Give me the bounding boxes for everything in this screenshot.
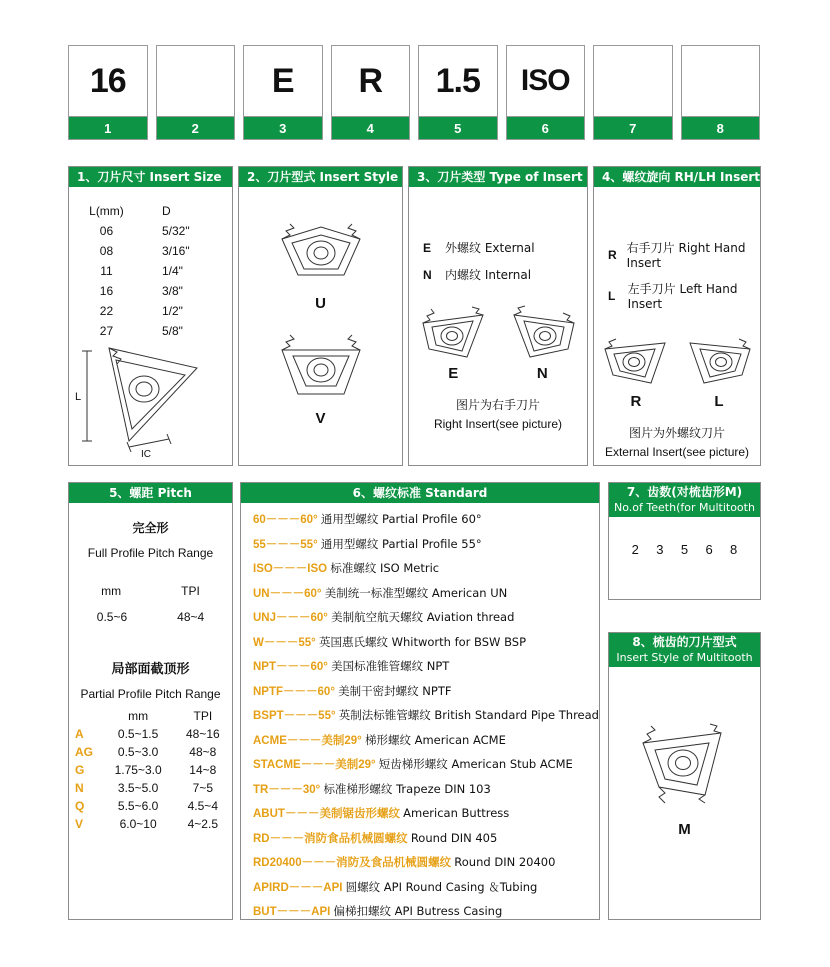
pitch-header-row xyxy=(69,707,232,725)
pitch-partial-en: Partial Profile Pitch Range xyxy=(80,687,221,701)
hand-fig-label-r: R xyxy=(630,393,642,410)
cell-l: 06 xyxy=(99,224,114,238)
insert-v-svg xyxy=(266,328,376,408)
hand-item-right xyxy=(608,239,760,270)
table-row xyxy=(69,241,232,261)
pitch-mm: 0.5~3.0 xyxy=(117,745,159,759)
panel-multitooth-body xyxy=(609,719,760,838)
standard-desc: 通用型螺纹 Partial Profile 60° xyxy=(320,512,482,526)
standard-code: UNJ－－－60° xyxy=(253,612,328,624)
standard-desc: 英制法标锥管螺纹 British Standard Pipe Thread xyxy=(338,708,599,722)
pitch-code: Q xyxy=(75,799,85,813)
pitch-table xyxy=(69,707,232,833)
standard-code: RD20400－－－消防及食品机械圆螺纹 xyxy=(253,857,452,869)
insert-multitooth-svg xyxy=(629,719,741,811)
standard-code: ISO－－－ISO xyxy=(253,563,328,575)
panel-no-of-teeth xyxy=(608,482,761,600)
standard-desc: American Buttress xyxy=(403,806,510,820)
hand-key-l: L xyxy=(608,288,616,303)
code-index-1: 1 xyxy=(69,116,147,139)
standard-desc: 标准梯形螺纹 Trapeze DIN 103 xyxy=(323,781,491,796)
standard-row xyxy=(253,756,599,772)
table-row xyxy=(69,261,232,281)
pitch-full-tpi: 48~4 xyxy=(177,610,205,624)
cell-d: 5/8" xyxy=(161,324,183,338)
code-index-3: 3 xyxy=(244,116,322,139)
hand-text-r: 右手刀片 Right Hand Insert xyxy=(626,241,746,270)
standard-desc: 偏梯扣螺纹 API Butress Casing xyxy=(333,904,503,918)
cell-l: 08 xyxy=(99,244,114,258)
pitch-full-mm: 0.5~6 xyxy=(96,610,128,624)
pitch-full-headers xyxy=(69,584,232,598)
type-key-e: E xyxy=(423,240,432,255)
type-item-internal xyxy=(423,266,587,283)
table-row xyxy=(69,301,232,321)
standard-code: W－－－55° xyxy=(253,636,316,649)
cell-d: 3/16" xyxy=(161,244,190,258)
standard-row xyxy=(253,707,599,723)
panel-insert-size xyxy=(68,166,233,466)
pitch-mm: 6.0~10 xyxy=(119,817,157,831)
code-bar xyxy=(68,45,760,140)
pitch-full-cn: 完全形 xyxy=(132,521,169,535)
code-cell-2 xyxy=(156,45,236,140)
code-value-4: R xyxy=(332,46,410,116)
standard-row xyxy=(253,805,599,821)
panel-multitooth-style xyxy=(608,632,761,920)
standard-desc: Round DIN 20400 xyxy=(454,855,556,869)
type-item-external xyxy=(423,239,587,256)
cell-l: 11 xyxy=(100,264,113,278)
code-value-8 xyxy=(682,46,760,116)
pitch-tpi: 48~16 xyxy=(185,727,220,741)
teeth-value: 6 xyxy=(705,541,713,557)
standard-desc: 美制干密封螺纹 NPTF xyxy=(338,683,452,698)
pitch-tpi: 4.5~4 xyxy=(187,799,218,813)
code-cell-4 xyxy=(331,45,411,140)
type-fig-label-n: N xyxy=(536,365,548,382)
code-cell-8 xyxy=(681,45,761,140)
standard-row xyxy=(253,683,599,699)
panel-thread-standard-body xyxy=(253,511,599,919)
code-value-7 xyxy=(594,46,672,116)
standard-code: 60－－－60° xyxy=(253,514,318,526)
hand-item-left xyxy=(608,280,760,311)
insert-right-hand-svg xyxy=(599,329,673,393)
hand-figure-labels xyxy=(594,393,760,410)
panel-multitooth-title-en: Insert Style of Multitooth xyxy=(616,651,753,664)
code-value-2 xyxy=(157,46,235,116)
panel-thread-standard-title: 6、螺纹标准 Standard xyxy=(241,483,599,503)
code-cell-3 xyxy=(243,45,323,140)
code-value-5: 1.5 xyxy=(419,46,497,116)
table-row xyxy=(69,221,232,241)
panel-no-of-teeth-head xyxy=(609,483,760,530)
standard-code: RD－－－消防食品机械圆螺纹 xyxy=(253,832,408,845)
hand-note-en: External Insert(see picture) xyxy=(604,445,750,459)
pitch-full-values xyxy=(69,610,232,624)
standard-code: ABUT－－－美制锯齿形螺纹 xyxy=(253,808,400,820)
teeth-values xyxy=(609,517,760,581)
panel-insert-style-title: 2、刀片型式 Insert Style xyxy=(239,167,402,187)
teeth-value: 8 xyxy=(730,541,738,557)
type-text-e: 外螺纹 External xyxy=(445,241,535,255)
standard-desc: 标准螺纹 ISO Metric xyxy=(330,561,440,575)
panel-type-of-insert-body xyxy=(409,239,587,431)
type-figure-labels xyxy=(409,365,587,382)
code-index-4: 4 xyxy=(332,116,410,139)
standard-desc: 梯形螺纹 American ACME xyxy=(364,732,506,747)
pitch-code: N xyxy=(75,781,84,795)
panel-insert-size-title: 1、刀片尺寸 Insert Size xyxy=(69,167,232,187)
pitch-head-tpi: TPI xyxy=(193,709,213,723)
panel-type-of-insert xyxy=(408,166,588,466)
type-text-n: 内螺纹 Internal xyxy=(445,268,532,282)
standard-row xyxy=(253,585,599,601)
type-figures xyxy=(409,301,587,365)
code-value-3: E xyxy=(244,46,322,116)
code-cell-7 xyxy=(593,45,673,140)
table-row xyxy=(69,815,232,833)
code-index-8: 8 xyxy=(682,116,760,139)
insert-dimension-drawing xyxy=(69,323,232,463)
insert-style-u-figure xyxy=(239,213,402,293)
standard-desc: 英国惠氏螺纹 Whitworth for BSW BSP xyxy=(318,634,526,649)
pitch-tpi: 48~8 xyxy=(189,745,217,759)
panel-insert-style-body xyxy=(239,213,402,427)
cell-l: 27 xyxy=(99,324,114,338)
standard-row xyxy=(253,854,599,870)
code-value-6: ISO xyxy=(507,46,585,116)
cell-l: 16 xyxy=(99,284,114,298)
standard-code: STACME－－－美制29° xyxy=(253,759,376,771)
panel-no-of-teeth-body xyxy=(609,517,760,581)
standard-row xyxy=(253,879,599,895)
pitch-mm: 0.5~1.5 xyxy=(117,727,159,741)
hand-fig-label-l: L xyxy=(714,393,724,410)
standard-code: NPT－－－60° xyxy=(253,661,328,673)
standard-desc: 美制统一标准型螺纹 American UN xyxy=(324,585,508,600)
code-cell-6 xyxy=(506,45,586,140)
panel-multitooth-head xyxy=(609,633,760,667)
hand-text-l: 左手刀片 Left Hand Insert xyxy=(627,282,738,311)
panel-no-of-teeth-title-cn: 7、齿数(对梳齿形M) xyxy=(626,485,743,499)
hand-key-r: R xyxy=(608,247,617,262)
insert-style-v-figure xyxy=(239,328,402,408)
type-fig-label-e: E xyxy=(448,365,459,382)
pitch-head-code xyxy=(69,707,103,725)
multitooth-figure xyxy=(609,719,760,811)
cell-d: 3/8" xyxy=(161,284,183,298)
code-index-6: 6 xyxy=(507,116,585,139)
pitch-mm: 5.5~6.0 xyxy=(117,799,159,813)
panel-pitch-body xyxy=(69,519,232,833)
pitch-code: A xyxy=(75,727,84,741)
col-header-d: D xyxy=(161,204,171,218)
table-row xyxy=(69,743,232,761)
type-note-cn: 图片为右手刀片 xyxy=(455,398,540,412)
insert-left-hand-svg xyxy=(682,329,756,393)
dim-label-ic: IC xyxy=(141,449,151,460)
table-row xyxy=(69,797,232,815)
code-index-7: 7 xyxy=(594,116,672,139)
panel-no-of-teeth-title-en: No.of Teeth(for Multitooth Style) xyxy=(614,501,755,530)
pitch-head-mm: mm xyxy=(128,709,149,723)
panel-multitooth-title-cn: 8、梳齿的刀片型式 xyxy=(632,635,737,649)
pitch-full-head-mm: mm xyxy=(101,584,122,598)
standard-desc: Round DIN 405 xyxy=(410,830,498,845)
cell-d: 5/32" xyxy=(161,224,190,238)
standard-desc: 美制航空航天螺纹 Aviation thread xyxy=(331,610,515,624)
table-header-row xyxy=(69,201,232,221)
teeth-value: 3 xyxy=(656,541,664,557)
teeth-value: 5 xyxy=(680,541,689,557)
standard-code: APIRD－－－API xyxy=(253,881,343,894)
table-row xyxy=(69,779,232,797)
insert-u-svg xyxy=(266,213,376,293)
cell-l: 22 xyxy=(99,304,114,318)
cell-d: 1/2" xyxy=(161,304,183,318)
standard-row xyxy=(253,634,599,650)
panel-pitch-title: 5、螺距 Pitch xyxy=(69,483,232,503)
standard-row xyxy=(253,781,599,797)
panel-pitch xyxy=(68,482,233,920)
table-row xyxy=(69,725,232,743)
standard-desc: 通用型螺纹 Partial Profile 55° xyxy=(320,536,482,551)
hand-figures xyxy=(594,329,760,393)
panel-hand-of-insert-title: 4、螺纹旋向 RH/LH Insert xyxy=(594,167,760,187)
type-key-n: N xyxy=(423,267,432,282)
col-header-l: L(mm) xyxy=(89,204,124,218)
insert-style-label-u: U xyxy=(315,295,326,312)
standard-row xyxy=(253,511,599,527)
standard-row xyxy=(253,903,599,919)
standard-code: NPTF－－－60° xyxy=(253,685,335,698)
insert-style-label-v: V xyxy=(315,410,326,427)
panel-hand-of-insert-body xyxy=(594,239,760,459)
type-note-en: Right Insert(see picture) xyxy=(433,417,563,431)
panel-hand-of-insert xyxy=(593,166,761,466)
code-value-1: 16 xyxy=(69,46,147,116)
insert-internal-svg xyxy=(504,301,582,365)
code-cell-5 xyxy=(418,45,498,140)
pitch-tpi: 4~2.5 xyxy=(187,817,218,831)
hand-note-cn: 图片为外螺纹刀片 xyxy=(628,426,725,440)
table-row xyxy=(69,761,232,779)
standard-row xyxy=(253,560,599,576)
code-cell-1 xyxy=(68,45,148,140)
teeth-value: 2 xyxy=(631,541,639,557)
standard-desc: 圆螺纹 API Round Casing ＆Tubing xyxy=(345,879,538,894)
cell-d: 1/4" xyxy=(161,264,183,278)
panel-thread-standard xyxy=(240,482,600,920)
standard-code: UN－－－60° xyxy=(253,587,322,600)
panel-insert-style xyxy=(238,166,403,466)
standard-code: BUT－－－API xyxy=(253,906,331,918)
insert-size-svg xyxy=(69,323,232,463)
standard-row xyxy=(253,536,599,552)
pitch-partial-cn: 局部面截顶形 xyxy=(111,662,190,677)
standard-row xyxy=(253,732,599,748)
code-index-5: 5 xyxy=(419,116,497,139)
code-index-2: 2 xyxy=(157,116,235,139)
pitch-tpi: 14~8 xyxy=(189,763,217,777)
insert-external-svg xyxy=(415,301,493,365)
standard-row xyxy=(253,609,599,625)
pitch-mm: 1.75~3.0 xyxy=(114,763,162,777)
dim-label-l: L xyxy=(75,391,82,403)
standard-code: BSPT－－－55° xyxy=(253,710,336,722)
pitch-tpi: 7~5 xyxy=(192,781,213,795)
pitch-full-en: Full Profile Pitch Range xyxy=(87,546,214,560)
pitch-code: AG xyxy=(75,745,93,759)
multitooth-label: M xyxy=(678,821,691,838)
standard-desc: 美国标准锥管螺纹 NPT xyxy=(331,659,450,673)
panel-insert-size-body xyxy=(69,201,232,460)
pitch-mm: 3.5~5.0 xyxy=(117,781,159,795)
standard-code: ACME－－－美制29° xyxy=(253,734,362,747)
panel-type-of-insert-title: 3、刀片类型 Type of Insert xyxy=(409,167,587,187)
standard-row xyxy=(253,830,599,846)
standard-code: TR－－－30° xyxy=(253,783,321,796)
table-row xyxy=(69,281,232,301)
standard-code: 55－－－55° xyxy=(253,538,318,551)
pitch-code: V xyxy=(75,817,84,831)
pitch-full-head-tpi: TPI xyxy=(181,584,200,598)
pitch-code: G xyxy=(75,763,85,777)
standard-row xyxy=(253,658,599,674)
insert-size-table xyxy=(69,201,232,341)
standard-desc: 短齿梯形螺纹 American Stub ACME xyxy=(378,757,573,771)
